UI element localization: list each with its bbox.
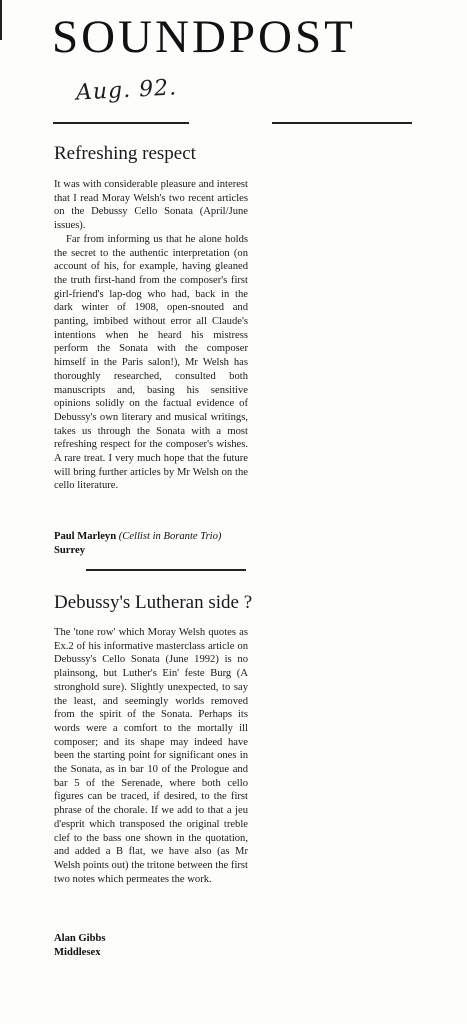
letter-1-signature [54,530,264,557]
letter-divider-rule [86,569,246,571]
letter-1-body [54,178,248,493]
page-edge-mark [0,0,2,40]
letter-1-paragraph-1: It was with considerable pleasure and interest that I read Moray Welsh's two recent articles on the Debussy Cello Sonata (April/June issues). [54,179,248,232]
letter-2-body [54,626,248,886]
letter-1-author-name: Paul Marleyn [54,531,117,542]
letter-2-author-place: Middlesex [54,946,101,958]
header-rule-left [53,122,189,124]
letter-1-paragraph-2: Far from informing us that he alone holds the secret to the authentic interpretation (on account of his, for example, having gleaned the truth first-hand from the composer's first girl-friend's lap-dog who had, back in the dark winter of 1908, open-snouted and panting, imbibed without error all Claude's intentions when he heard his mistress perform the Sonata with the composer himself in the Paris salon!), Mr Welsh has thoroughly researched, consulted both manuscripts and, basing his sensitive opinions solidly on the factual evidence of Debussy's own literary and musical writings, takes us through the Sonata with a most refreshing respect for the composer's wishes. A rare treat. I very much hope that the future will bring further articles by Mr Welsh on the cello literature. [54,233,248,492]
letter-2-paragraph-1: The 'tone row' which Moray Welsh quotes as Ex.2 of his informative masterclass article on Debussy's Cello Sonata (June 1992) is no plainsong, but Luther's Ein' feste Burg (A stronghold sure). Slightly unexpected, to say the least, and seemingly worlds removed from the spirit of the Sonata. Perhaps its words were a comfort to the mortally ill composer; and its shape may indeed have been the starting point for significant ones in the Sonata, as in bar 10 of the Prologue and bar 5 of the Serenade, where both cello figures can be traced, if desired, to the first phrase of the chorale. If we add to that a jeu d'esprit which transposed the original treble clef to the bass one shown in the quotation, and added a B flat, we have also (as Mr Welsh points out) the tritone between the first two notes which permeates the work. [54,627,248,885]
letter-1-author-role: (Cellist in Borante Trio) [118,531,222,542]
letter-1-heading: Refreshing respect [54,143,196,164]
letter-1-author-place: Surrey [54,544,85,556]
header-rule-right [272,122,412,124]
letter-2-author-name: Alan Gibbs [54,933,106,944]
letter-2-heading: Debussy's Lutheran side ? [54,592,253,613]
masthead-title: SOUNDPOST [52,11,356,63]
letter-2-signature [54,932,264,959]
handwritten-date-note: Aug. 92. [75,75,178,106]
